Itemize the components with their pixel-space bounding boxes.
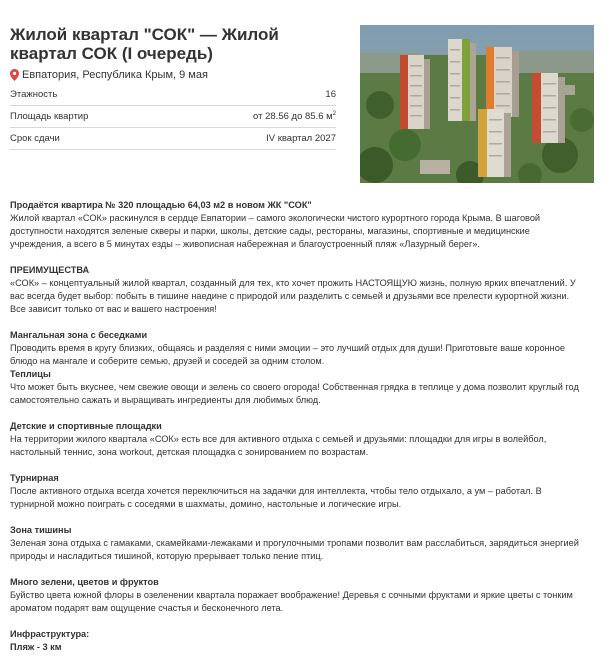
param-row-completion [10,128,336,150]
param-value: IV квартал 2027 [266,133,336,144]
intro-text: Жилой квартал «СОК» раскинулся в сердце Евпатории – самого экологически чистого курортного города Крыма. В шаговой доступности находятся зеленые скверы и парки, школы, детские сады, рестораны, магазины, спортивные и медицинские учреждения, а всего в 5 минутах езды – живописная набережная и благоустроенный пляж «Лазурный берег». [10,213,541,249]
greenhouse-heading: Теплицы [10,369,51,379]
param-unit-sup: 2 [332,110,336,117]
flora-text: Буйство цвета южной флоры в озеленении квартала поражает воображение! Деревья с сочными фруктами и яркие цветы с тонким ароматом подарят вам ощущение счастья и бесконечного лета. [10,590,573,613]
params-table [10,84,336,150]
description [10,199,586,654]
infrastructure-heading: Инфраструктура: [10,629,90,639]
page-title: Жилой квартал "СОК" — Жилой квартал СОК (I очередь) [10,25,279,63]
param-label: Этажность [10,89,58,100]
param-row-floors [10,84,336,106]
flora-heading: Много зелени, цветов и фруктов [10,577,159,587]
location [10,69,208,81]
param-value [253,111,336,122]
map-pin-icon [10,69,19,81]
param-label: Площадь квартир [10,111,89,122]
param-value-text: от 28.56 до 85.6 м [253,111,333,123]
param-row-area [10,106,336,128]
complex-photo[interactable] [360,25,594,183]
tournament-heading: Турнирная [10,473,59,483]
bbq-heading: Мангальная зона с беседками [10,330,148,340]
tournament-text: После активного отдыха всегда хочется переключиться на задачки для интеллекта, чтобы тело отдыхало, а ум – работал. В турнирной можно поиграть с соседями в шахматы, домино, настольные и логические игры. [10,486,542,509]
greenhouse-text: Что может быть вкуснее, чем свежие овощи и зелень со своего огорода! Собственная грядка в теплице у дома позволит круглый год самостоятельно сажать и выращивать ингредиенты для любимых блюд. [10,382,579,405]
advantages-text: «СОК» – концептуальный жилой квартал, созданный для тех, кто хочет прожить НАСТОЯЩУЮ жизнь, полную ярких впечатлений. У вас всегда будет выбор: побыть в тишине наедине с природой или разделить с семьей и друзьями все прелести курортной жизни. Все зависит только от вас и вашего настроения! [10,278,576,314]
complex-rendering-image [360,25,594,183]
quiet-zone-heading: Зона тишины [10,525,72,535]
location-text: Евпатория, Республика Крым, 9 мая [22,69,208,81]
quiet-zone-text: Зеленая зона отдыха с гамаками, скамейками-лежаками и прогулочными тропами позволит вам расслабиться, зарядиться энергией природы и насладиться тишиной, которую прерывает только пение птиц. [10,538,579,561]
param-label: Срок сдачи [10,133,60,144]
sport-text: На территории жилого квартала «СОК» есть все для активного отдыха с семьей и друзьями: площадки для игры в волейбол, настольный теннис, зона workout, детская площадка с зонированием по возрастам. [10,434,547,457]
param-value: 16 [325,89,336,100]
bbq-text: Проводить время в кругу близких, общаясь и разделяя с ними эмоции – это лучший отдых для души! Приготовьте ваше коронное блюдо на мангале и соберите семью, друзей и соседей за одним столом. [10,343,565,366]
advantages-heading: ПРЕИМУЩЕСТВА [10,265,90,275]
infrastructure-beach: Пляж - 3 км [10,642,62,652]
sport-heading: Детские и спортивные площадки [10,421,162,431]
intro-heading: Продаётся квартира № 320 площадью 64,03 м2 в новом ЖК "СОК" [10,200,312,210]
